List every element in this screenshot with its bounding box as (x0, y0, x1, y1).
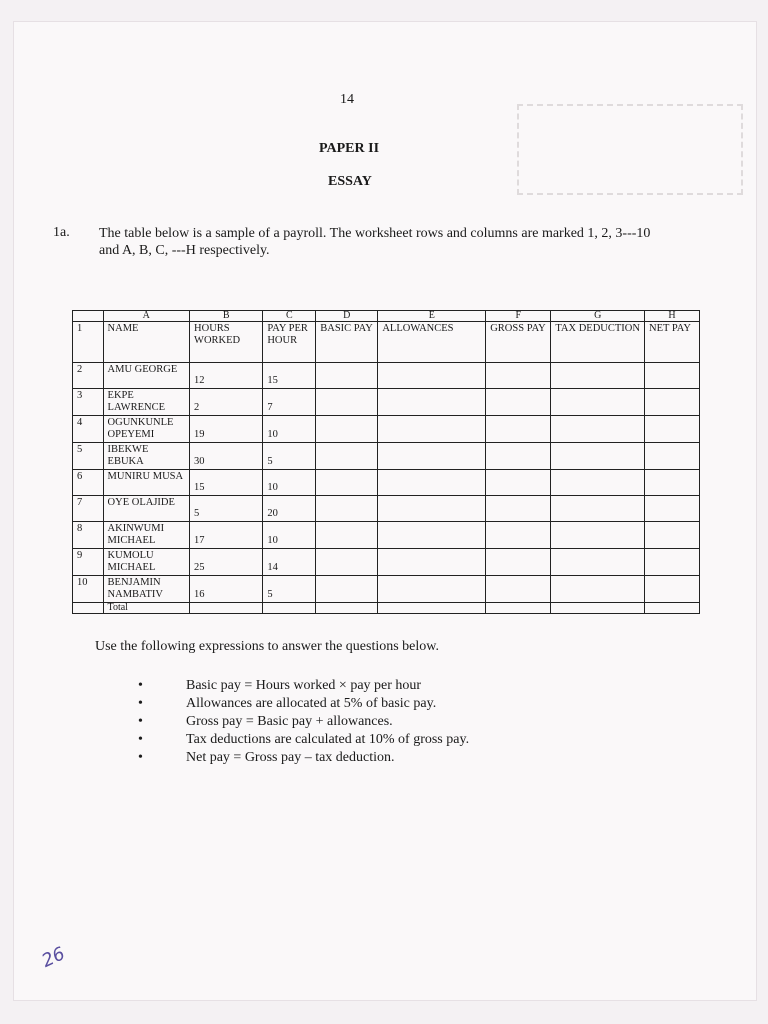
column-header: ALLOWANCES (378, 322, 486, 363)
empty-cell (378, 443, 486, 470)
total-row (73, 603, 700, 614)
column-header: TAX DEDUCTION (551, 322, 645, 363)
hours-worked: 15 (190, 470, 263, 496)
rule-item: • Net pay = Gross pay – tax deduction. (134, 749, 469, 767)
empty-cell (316, 496, 378, 522)
rule-item: • Tax deductions are calculated at 10% of gross pay. (134, 731, 469, 749)
table-row (73, 416, 700, 443)
pay-per-hour: 5 (263, 576, 316, 603)
column-letter-e: E (378, 311, 486, 322)
empty-cell (378, 576, 486, 603)
empty-cell (316, 576, 378, 603)
empty-cell (316, 389, 378, 416)
empty-cell (486, 603, 551, 614)
empty-cell (645, 389, 700, 416)
pay-per-hour: 14 (263, 549, 316, 576)
column-letter-row (73, 311, 700, 322)
empty-cell (316, 363, 378, 389)
empty-cell (645, 576, 700, 603)
empty-cell (378, 416, 486, 443)
column-header: HOURS WORKED (190, 322, 263, 363)
employee-name: OGUNKUNLE OPEYEMI (103, 416, 190, 443)
empty-cell (551, 576, 645, 603)
empty-cell (378, 603, 486, 614)
column-header: NET PAY (645, 322, 700, 363)
row-number: 4 (73, 416, 104, 443)
empty-cell (316, 603, 378, 614)
employee-name: BENJAMIN NAMBATIV (103, 576, 190, 603)
total-label: Total (103, 603, 190, 614)
handwritten-margin-note: 26 (38, 943, 69, 972)
empty-cell (645, 549, 700, 576)
empty-cell (316, 443, 378, 470)
column-header: GROSS PAY (486, 322, 551, 363)
empty-cell (486, 496, 551, 522)
empty-cell (551, 549, 645, 576)
empty-cell (551, 363, 645, 389)
empty-cell (378, 522, 486, 549)
row-number: 9 (73, 549, 104, 576)
empty-cell (378, 470, 486, 496)
empty-cell (551, 603, 645, 614)
empty-cell (486, 363, 551, 389)
hours-worked: 25 (190, 549, 263, 576)
pay-per-hour: 10 (263, 522, 316, 549)
column-letter-f: F (486, 311, 551, 322)
empty-cell (645, 522, 700, 549)
row-number: 10 (73, 576, 104, 603)
table-row (73, 470, 700, 496)
hours-worked: 5 (190, 496, 263, 522)
rule-item: • Allowances are allocated at 5% of basic pay. (134, 695, 469, 713)
empty-cell (316, 549, 378, 576)
pay-per-hour: 15 (263, 363, 316, 389)
empty-cell (190, 603, 263, 614)
table-row (73, 363, 700, 389)
empty-cell (551, 522, 645, 549)
hours-worked: 17 (190, 522, 263, 549)
instructions: Use the following expressions to answer the questions below. (95, 639, 439, 654)
employee-name: KUMOLU MICHAEL (103, 549, 190, 576)
corner-cell (73, 311, 104, 322)
empty-cell (316, 416, 378, 443)
column-letter-g: G (551, 311, 645, 322)
hours-worked: 16 (190, 576, 263, 603)
employee-name: MUNIRU MUSA (103, 470, 190, 496)
employee-name: AMU GEORGE (103, 363, 190, 389)
row-number: 2 (73, 363, 104, 389)
table-row (73, 389, 700, 416)
employee-name: IBEKWE EBUKA (103, 443, 190, 470)
row-number: 5 (73, 443, 104, 470)
pay-per-hour: 7 (263, 389, 316, 416)
row-number: 8 (73, 522, 104, 549)
hours-worked: 30 (190, 443, 263, 470)
question-text: The table below is a sample of a payroll. The worksheet rows and columns are marked 1, 2, 3---10 and A, B, C, ---H respectively. (99, 226, 651, 258)
payroll-table (72, 310, 700, 614)
pay-per-hour: 5 (263, 443, 316, 470)
table-row (73, 549, 700, 576)
rule-item: • Basic pay = Hours worked × pay per hour (134, 677, 469, 695)
empty-cell (551, 470, 645, 496)
empty-cell (378, 389, 486, 416)
table-row (73, 576, 700, 603)
hours-worked: 12 (190, 363, 263, 389)
empty-cell (378, 363, 486, 389)
empty-cell (645, 496, 700, 522)
empty-cell (645, 416, 700, 443)
empty-cell (316, 522, 378, 549)
pay-per-hour: 10 (263, 470, 316, 496)
employee-name: AKINWUMI MICHAEL (103, 522, 190, 549)
empty-cell (486, 522, 551, 549)
table-row (73, 496, 700, 522)
pay-per-hour: 10 (263, 416, 316, 443)
row-number: 3 (73, 389, 104, 416)
empty-cell (263, 603, 316, 614)
pay-per-hour: 20 (263, 496, 316, 522)
empty-cell (645, 363, 700, 389)
empty-cell (486, 576, 551, 603)
column-header: PAY PER HOUR (263, 322, 316, 363)
section-title: ESSAY (328, 174, 372, 189)
empty-cell (73, 603, 104, 614)
empty-cell (486, 443, 551, 470)
empty-cell (551, 443, 645, 470)
column-header: BASIC PAY (316, 322, 378, 363)
employee-name: EKPE LAWRENCE (103, 389, 190, 416)
empty-cell (378, 549, 486, 576)
question-number: 1a. (53, 225, 70, 240)
empty-cell (645, 470, 700, 496)
page-number: 14 (340, 92, 354, 107)
column-letter-h: H (645, 311, 700, 322)
table-row (73, 443, 700, 470)
header-row (73, 322, 700, 363)
row-number: 6 (73, 470, 104, 496)
empty-cell (551, 416, 645, 443)
empty-cell (645, 603, 700, 614)
rules-list (134, 677, 469, 767)
empty-cell (551, 496, 645, 522)
employee-name: OYE OLAJIDE (103, 496, 190, 522)
paper-title: PAPER II (319, 141, 380, 156)
empty-cell (486, 470, 551, 496)
column-letter-c: C (263, 311, 316, 322)
empty-cell (486, 549, 551, 576)
column-header: NAME (103, 322, 190, 363)
row-number: 1 (73, 322, 104, 363)
empty-cell (551, 389, 645, 416)
table-row (73, 522, 700, 549)
empty-cell (645, 443, 700, 470)
row-number: 7 (73, 496, 104, 522)
rule-item: • Gross pay = Basic pay + allowances. (134, 713, 469, 731)
hours-worked: 2 (190, 389, 263, 416)
column-letter-b: B (190, 311, 263, 322)
empty-cell (316, 470, 378, 496)
empty-cell (486, 389, 551, 416)
hours-worked: 19 (190, 416, 263, 443)
exam-page (14, 22, 756, 1000)
column-letter-a: A (103, 311, 190, 322)
faded-stamp (517, 104, 743, 195)
empty-cell (378, 496, 486, 522)
column-letter-d: D (316, 311, 378, 322)
empty-cell (486, 416, 551, 443)
